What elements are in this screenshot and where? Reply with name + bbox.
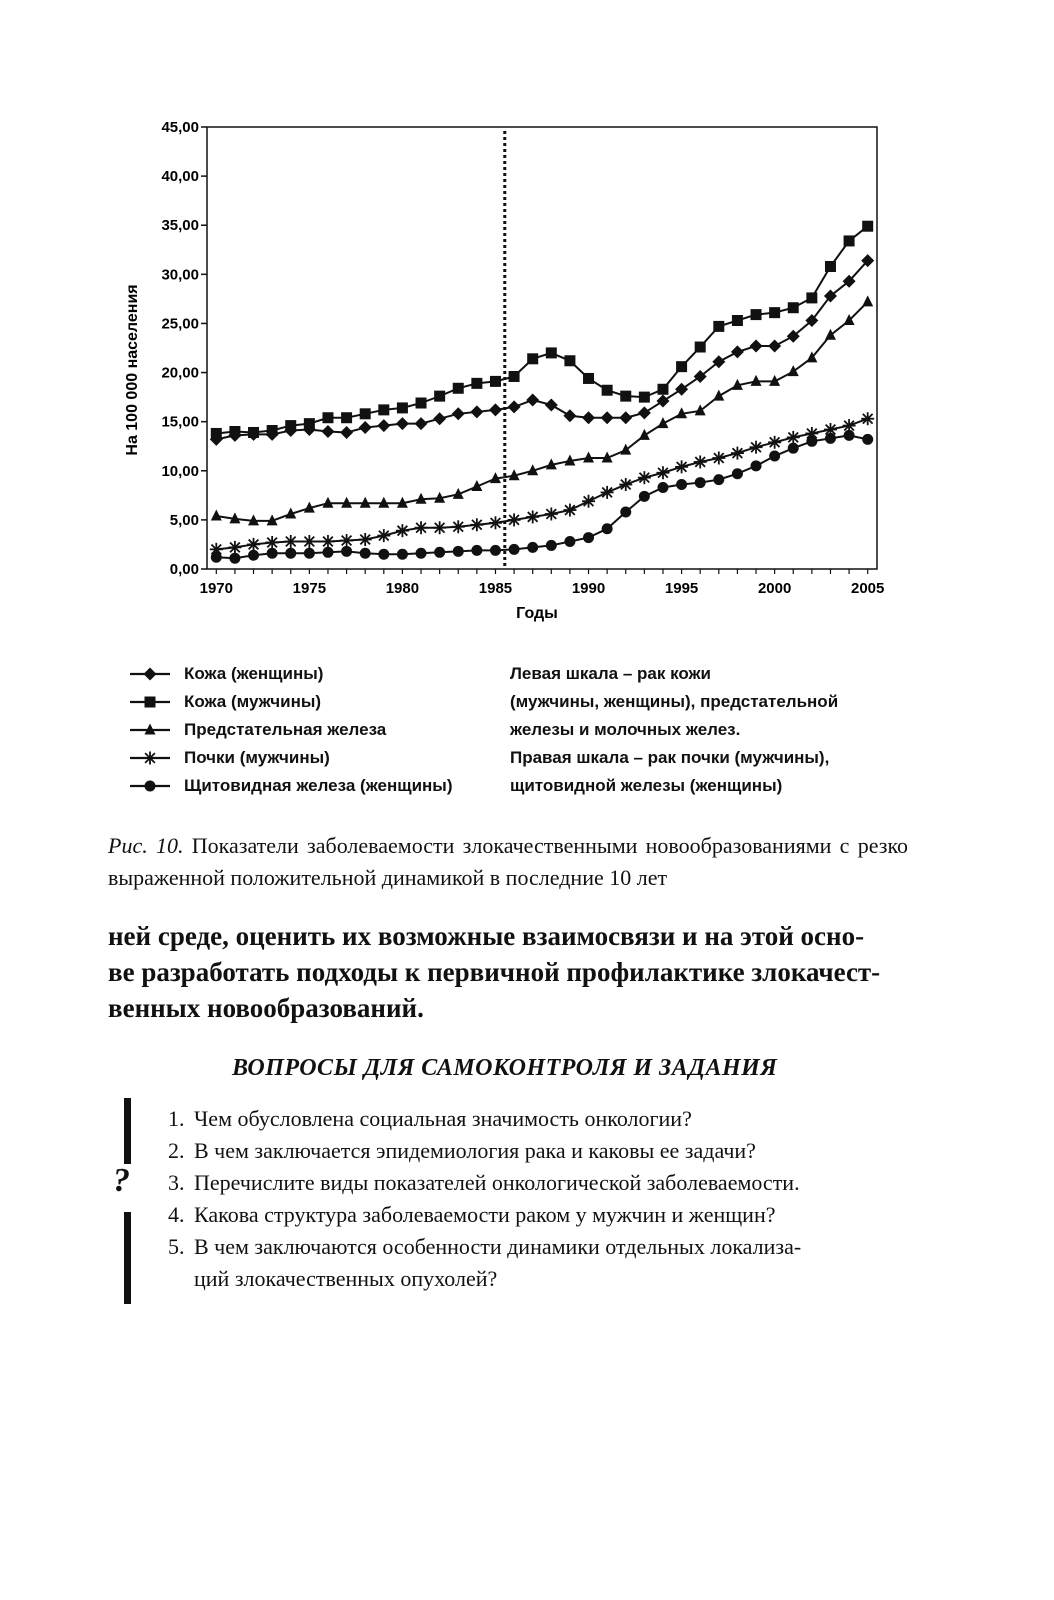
data-point-diamond	[731, 345, 744, 358]
y-tick-label: 40,00	[161, 168, 199, 186]
data-point-square	[844, 235, 855, 246]
data-point-star	[266, 536, 279, 549]
data-point-circle	[769, 451, 780, 462]
question-number: 4.	[168, 1202, 185, 1227]
data-point-square	[695, 342, 706, 353]
question-text: В чем заключается эпидемиология рака и каковы ее задачи?	[194, 1138, 756, 1163]
data-point-square	[434, 391, 445, 402]
question-bar-top	[124, 1098, 131, 1164]
data-point-circle	[806, 436, 817, 447]
question-number: 2.	[168, 1138, 185, 1163]
data-point-diamond	[545, 398, 558, 411]
data-point-square	[248, 427, 259, 438]
question-item	[168, 1135, 908, 1167]
data-point-square	[806, 292, 817, 303]
data-point-square	[676, 361, 687, 372]
data-point-circle	[267, 548, 278, 559]
data-point-square	[713, 321, 724, 332]
data-point-diamond	[377, 419, 390, 432]
data-point-square	[732, 315, 743, 326]
data-point-circle	[676, 479, 687, 490]
x-tick-label: 1975	[292, 580, 327, 597]
question-text-continued: ций злокачественных опухолей?	[194, 1266, 498, 1291]
data-point-diamond	[433, 412, 446, 425]
data-point-diamond	[601, 411, 614, 424]
data-point-square	[490, 376, 501, 387]
data-point-circle	[322, 547, 333, 558]
data-point-triangle	[211, 509, 222, 520]
question-item	[168, 1167, 908, 1199]
data-point-circle	[248, 550, 259, 561]
data-point-square	[825, 261, 836, 272]
x-axis-ticks	[200, 569, 885, 597]
question-item	[168, 1231, 908, 1295]
data-point-circle	[304, 548, 315, 559]
legend-swatch	[128, 750, 172, 766]
question-item	[168, 1103, 908, 1135]
series-line	[216, 261, 867, 440]
data-point-circle	[546, 540, 557, 551]
data-point-star	[489, 516, 502, 529]
data-point-square	[471, 378, 482, 389]
data-point-diamond	[768, 340, 781, 353]
legend-marker-star	[144, 752, 157, 765]
data-point-circle	[471, 545, 482, 556]
questions-list	[168, 1103, 908, 1295]
data-point-diamond	[396, 417, 409, 430]
data-point-triangle	[825, 329, 836, 340]
question-item	[168, 1199, 908, 1231]
data-point-diamond	[508, 400, 521, 413]
data-point-star	[694, 455, 707, 468]
x-tick-label: 1980	[385, 580, 420, 597]
y-tick-label: 30,00	[161, 266, 199, 284]
data-point-circle	[434, 547, 445, 558]
x-axis-label: Годы	[516, 605, 558, 622]
data-point-circle	[378, 549, 389, 560]
data-point-square	[341, 412, 352, 423]
data-point-square	[620, 391, 631, 402]
data-point-square	[769, 307, 780, 318]
figure-caption	[108, 830, 908, 894]
data-point-star	[861, 412, 874, 425]
data-point-star	[601, 486, 614, 499]
data-point-star	[582, 495, 595, 508]
data-point-circle	[732, 468, 743, 479]
data-point-square	[267, 425, 278, 436]
data-point-star	[228, 541, 241, 554]
legend-swatch	[128, 666, 172, 682]
data-point-star	[284, 535, 297, 548]
data-point-square	[751, 309, 762, 320]
legend-swatch	[128, 694, 172, 710]
y-tick-label: 10,00	[161, 462, 199, 480]
data-point-square	[304, 418, 315, 429]
data-point-circle	[713, 474, 724, 485]
question-bar-bottom	[124, 1212, 131, 1304]
legend-swatch	[128, 778, 172, 794]
data-point-star	[340, 534, 353, 547]
scale-note-line: Правая шкала – рак почки (мужчины),	[510, 748, 830, 767]
y-tick-label: 25,00	[161, 315, 199, 333]
legend-item	[128, 688, 453, 716]
legend-item	[128, 660, 453, 688]
data-point-circle	[211, 552, 222, 563]
data-point-square	[453, 383, 464, 394]
legend-marker-circle	[145, 781, 156, 792]
data-point-star	[731, 447, 744, 460]
data-point-diamond	[526, 394, 539, 407]
figure-caption-text: Показатели заболеваемости злокачественными новообразованиями с резко выраженной положительной динамикой в последние 10 лет	[108, 833, 909, 890]
question-text: В чем заключаются особенности динамики отдельных локализа-	[194, 1234, 802, 1259]
data-point-star	[526, 510, 539, 523]
data-point-circle	[695, 477, 706, 488]
question-number: 5.	[168, 1234, 185, 1259]
figure-label: Рис. 10.	[108, 833, 184, 858]
scale-note-line: железы и молочных желез.	[510, 720, 741, 739]
legend-label: Щитовидная железа (женщины)	[184, 776, 453, 795]
data-point-star	[638, 471, 651, 484]
data-point-square	[229, 426, 240, 437]
series-square	[211, 221, 873, 439]
legend-swatch	[128, 722, 172, 738]
data-point-square	[360, 408, 371, 419]
legend-label: Почки (мужчины)	[184, 748, 330, 767]
data-point-circle	[229, 553, 240, 564]
data-point-circle	[360, 548, 371, 559]
data-point-triangle	[639, 429, 650, 440]
data-point-diamond	[656, 395, 669, 408]
legend-label: Кожа (мужчины)	[184, 692, 322, 711]
data-point-circle	[341, 546, 352, 557]
data-point-square	[211, 428, 222, 439]
data-point-diamond	[750, 340, 763, 353]
data-point-triangle	[713, 390, 724, 401]
legend-marker-diamond	[144, 668, 157, 681]
data-point-star	[712, 452, 725, 465]
chart-legend	[128, 660, 453, 800]
data-point-square	[657, 384, 668, 395]
data-point-diamond	[619, 411, 632, 424]
question-text: Чем обусловлена социальная значимость онкологии?	[194, 1106, 692, 1131]
paragraph-line: ве разработать подходы к первичной профилактике злокачест-	[108, 957, 881, 987]
data-point-square	[564, 355, 575, 366]
y-axis-ticks	[161, 119, 207, 578]
data-point-diamond	[489, 403, 502, 416]
data-point-diamond	[675, 383, 688, 396]
legend-label: Предстательная железа	[184, 720, 387, 739]
data-point-square	[788, 302, 799, 313]
data-point-square	[546, 347, 557, 358]
legend-marker-square	[145, 697, 156, 708]
incidence-chart	[0, 0, 1054, 640]
scale-note	[510, 660, 910, 800]
data-point-star	[433, 521, 446, 534]
questions-title: ВОПРОСЫ ДЛЯ САМОКОНТРОЛЯ И ЗАДАНИЯ	[232, 1055, 778, 1081]
data-point-circle	[639, 491, 650, 502]
data-point-star	[508, 513, 521, 526]
data-point-circle	[490, 545, 501, 556]
data-point-square	[583, 373, 594, 384]
data-point-circle	[788, 443, 799, 454]
data-point-square	[862, 221, 873, 232]
data-point-circle	[751, 460, 762, 471]
data-point-star	[359, 533, 372, 546]
data-point-star	[750, 441, 763, 454]
scale-note-line: (мужчины, женщины), предстательной	[510, 692, 839, 711]
y-tick-label: 20,00	[161, 364, 199, 382]
x-tick-label: 1990	[571, 580, 606, 597]
question-text: Какова структура заболеваемости раком у мужчин и женщин?	[194, 1202, 776, 1227]
data-point-circle	[527, 542, 538, 553]
x-tick-label: 1995	[664, 580, 699, 597]
data-point-star	[787, 431, 800, 444]
series-diamond	[210, 254, 874, 446]
data-point-diamond	[638, 406, 651, 419]
legend-item	[128, 772, 453, 800]
data-point-circle	[453, 546, 464, 557]
data-point-square	[378, 404, 389, 415]
data-point-square	[602, 385, 613, 396]
legend-item	[128, 744, 453, 772]
y-axis-label: На 100 000 населения	[124, 284, 141, 456]
data-point-diamond	[359, 421, 372, 434]
data-point-star	[303, 535, 316, 548]
x-tick-label: 2005	[851, 580, 885, 597]
data-point-star	[563, 504, 576, 517]
data-point-star	[377, 529, 390, 542]
y-tick-label: 5,00	[169, 511, 199, 529]
data-point-circle	[509, 544, 520, 555]
data-point-circle	[657, 482, 668, 493]
data-point-star	[452, 520, 465, 533]
question-mark-icon: ?	[113, 1162, 130, 1199]
paragraph-line: венных новообразований.	[108, 993, 424, 1023]
data-point-circle	[285, 548, 296, 559]
data-point-star	[321, 535, 334, 548]
data-point-star	[656, 466, 669, 479]
paragraph-line: ней среде, оценить их возможные взаимосвязи и на этой осно-	[108, 921, 865, 951]
body-paragraph	[108, 918, 908, 1026]
data-point-circle	[844, 430, 855, 441]
data-point-star	[470, 518, 483, 531]
data-point-square	[416, 398, 427, 409]
data-point-diamond	[582, 411, 595, 424]
legend-item	[128, 716, 453, 744]
data-point-star	[768, 436, 781, 449]
data-point-star	[396, 524, 409, 537]
data-point-diamond	[452, 407, 465, 420]
y-tick-label: 35,00	[161, 217, 199, 235]
y-tick-label: 15,00	[161, 413, 199, 431]
data-point-circle	[620, 507, 631, 518]
data-point-square	[397, 402, 408, 413]
data-point-star	[247, 538, 260, 551]
data-point-triangle	[620, 444, 631, 455]
data-point-circle	[862, 434, 873, 445]
data-point-square	[639, 392, 650, 403]
data-point-triangle	[788, 365, 799, 376]
scale-note-line: щитовидной железы (женщины)	[510, 776, 783, 795]
data-point-circle	[602, 523, 613, 534]
data-point-circle	[416, 548, 427, 559]
data-point-circle	[825, 433, 836, 444]
data-point-triangle	[695, 404, 706, 415]
data-point-diamond	[415, 417, 428, 430]
data-point-star	[545, 507, 558, 520]
question-text: Перечислите виды показателей онкологической заболеваемости.	[194, 1170, 800, 1195]
x-tick-label: 2000	[757, 580, 792, 597]
x-tick-label: 1985	[478, 580, 513, 597]
x-tick-label: 1970	[199, 580, 233, 597]
series-line	[216, 302, 867, 521]
data-point-circle	[583, 532, 594, 543]
scale-note-line: Левая шкала – рак кожи	[510, 664, 712, 683]
question-number: 1.	[168, 1106, 185, 1131]
series-triangle	[211, 295, 873, 525]
legend-label: Кожа (женщины)	[184, 664, 324, 683]
data-point-star	[415, 521, 428, 534]
y-tick-label: 45,00	[161, 119, 199, 136]
data-point-circle	[564, 536, 575, 547]
data-point-circle	[397, 549, 408, 560]
data-point-diamond	[321, 425, 334, 438]
data-point-diamond	[470, 405, 483, 418]
data-point-diamond	[340, 426, 353, 439]
data-point-square	[322, 412, 333, 423]
data-point-diamond	[563, 409, 576, 422]
question-number: 3.	[168, 1170, 185, 1195]
data-point-triangle	[862, 295, 873, 306]
data-point-square	[285, 420, 296, 431]
data-point-square	[509, 371, 520, 382]
data-point-star	[675, 460, 688, 473]
data-point-square	[527, 353, 538, 364]
series-group	[210, 221, 874, 564]
data-point-star	[619, 478, 632, 491]
y-tick-label: 0,00	[169, 561, 199, 578]
